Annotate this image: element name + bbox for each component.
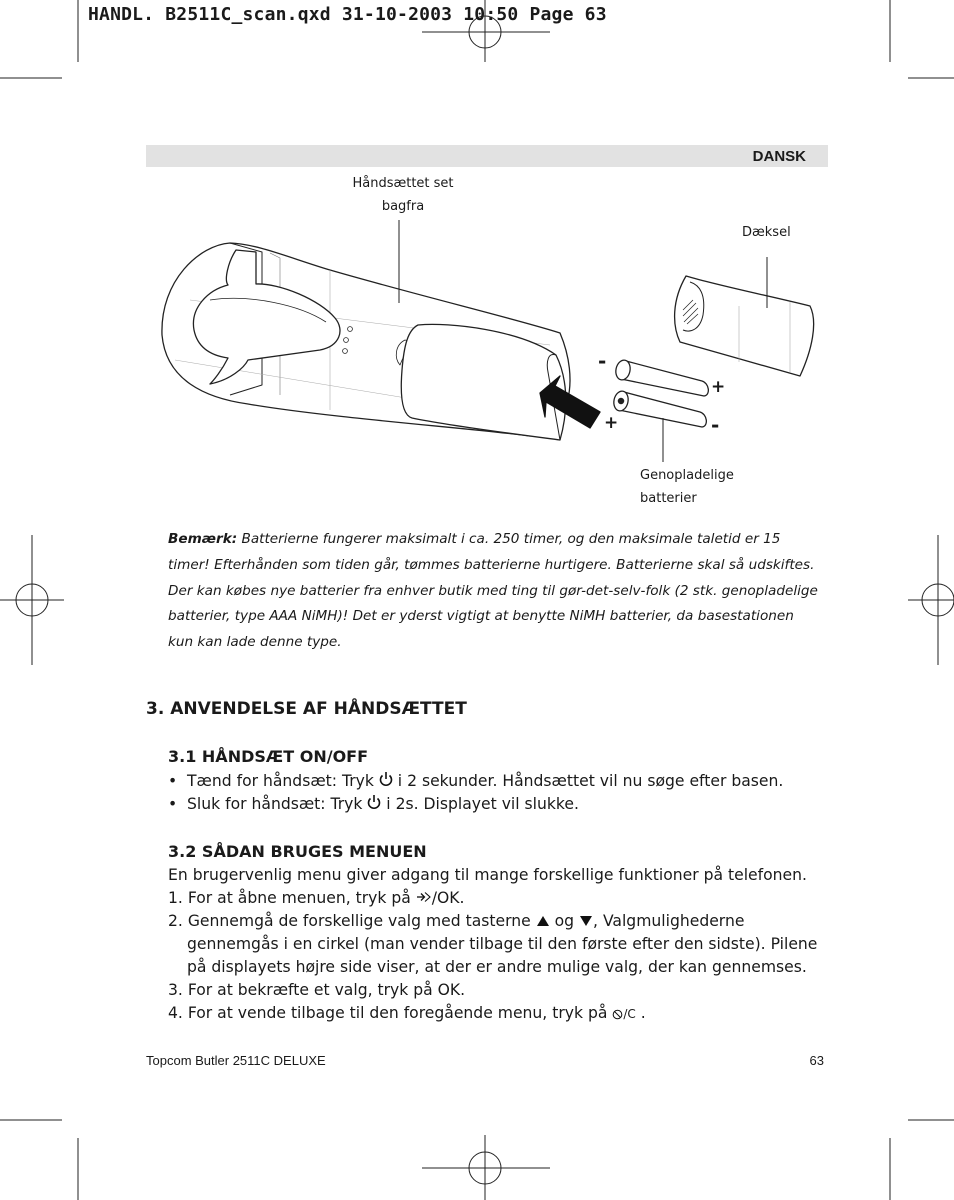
label-handset: Håndsættet set bagfra [352,176,454,214]
subsection-heading-menu: 3.2 SÅDAN BRUGES MENUEN [168,842,427,861]
polarity-minus-bottom: - [711,413,720,437]
polarity-minus-top: - [598,349,607,373]
battery-cover [675,276,814,376]
subsection-heading-onoff: 3.1 HÅNDSÆT ON/OFF [168,747,369,766]
label-batteries: Genopladelige batterier [640,468,734,506]
battery-bottom [612,390,706,427]
note-label: Bemærk: [168,531,238,547]
footer-product: Topcom Butler 2511C DELUXE [146,1053,326,1068]
down-arrow-key-icon [579,915,593,927]
power-icon [379,771,393,787]
list-item-power-off: • Sluk for håndsæt: Tryk i 2s. Displayet vil slukke. [168,795,579,813]
up-arrow-key-icon [536,915,550,927]
menu-step-1: 1. For at åbne menuen, tryk på /OK. [168,889,465,907]
note-paragraph: Bemærk: Batterierne fungerer maksimalt i ca. 250 timer, og den maksimale taletid er 15 timer! Efterhånden som tiden går, tømmes batterierne hurtigere. Batterierne skal så udskiftes. Der kan købes nye batterier fra enhver butik med ting til gør-det-selv-folk (2 stk. genopladelige batterier, type AAA NiMH)! Det er yderst vigtigt at benytte NiMH batterier, da basestationen kun kan lade denne type. [168,531,818,651]
menu-step-2: 2. Gennemgå de forskellige valg med tasterne og , Valgmulighederne [168,912,745,930]
file-slug: HANDL. B2511C_scan.qxd 31-10-2003 10:50 Page 63 [88,4,607,25]
list-item-power-on: • Tænd for håndsæt: Tryk i 2 sekunder. Håndsættet vil nu søge efter basen. [168,772,784,790]
menu-instructions: En brugervenlig menu giver adgang til mange forskellige funktioner på telefonen. 1. For at åbne menuen, tryk på /OK. 2. Gennemgå de forskellige valg med tasterne og , Valgmulighederne gennemgås i en cirkel (man vender tilbage til den første efter den sidste). Pilene på displayets højre side viser, at der er andre mulige valg, der kan gennemses. 3. For at bekræfte et valg, tryk på OK. 4. For at vende tilbage til den foregående menu, tryk på /C . [168,864,817,1026]
power-icon [367,794,381,810]
menu-key-icon [416,890,432,904]
section-heading: 3. ANVENDELSE AF HÅNDSÆTTET [146,699,467,719]
clear-key-label: /C [623,1007,636,1021]
menu-step-4: 4. For at vende tilbage til den foregående menu, tryk på /C . [168,1004,646,1022]
mute-speaker-icon [612,1009,623,1020]
label-cover: Dæksel [742,225,791,240]
onoff-list [168,770,783,816]
polarity-plus-bottom: + [604,413,619,433]
polarity-plus-top: + [711,377,726,397]
battery-top [614,359,708,396]
menu-step-3: 3. For at bekræfte et valg, tryk på OK. [168,981,466,999]
footer-page-number: 63 [809,1053,824,1068]
language-label: DANSK [752,148,806,165]
